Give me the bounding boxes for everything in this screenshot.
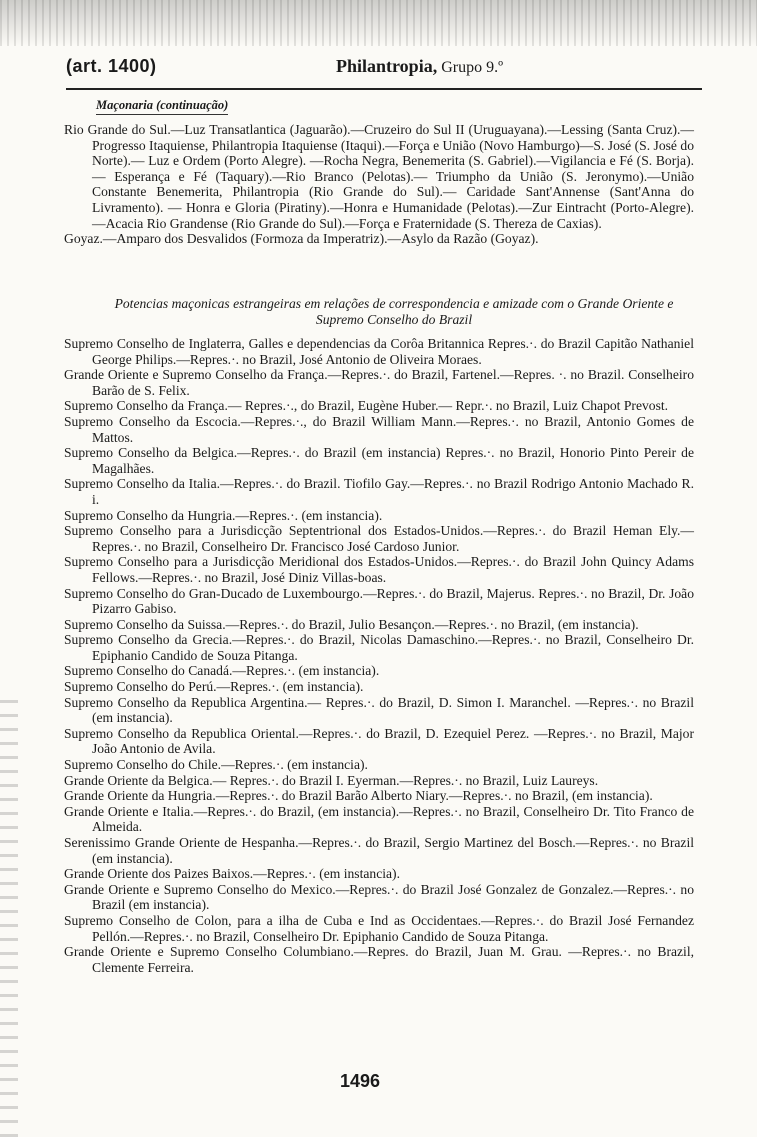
scan-artifact-left <box>0 700 18 1137</box>
list-item: Supremo Conselho da França.— Repres.·., do Brazil, Eugène Huber.— Repr.·. no Brazil, Luiz Chapot Prevost. <box>64 398 669 414</box>
continuation-label: Maçonaria (continuação) <box>96 98 228 115</box>
list-item: Supremo Conselho da Hungria.—Repres.·. (em instancia). <box>64 507 383 523</box>
paragraph-rio-grande: Rio Grande do Sul.—Luz Transatlantica (Jaguarão).—Cruzeiro do Sul II (Uruguayana).—Lessing (Santa Cruz).—Progresso Itaquiense, Philantropia Itaquiense (Itaqui).—Força e União (Novo Hamburgo)—S. José (S. José do Norte).— Luz e Ordem (Porto Alegre). —Rocha Negra, Benemerita (S. Gabriel).—Vigilancia e Fé (S. Borja). — Esperança e Fé (Taquary).—Rio Branco (Pelotas).— Triumpho da União (S. Jeronymo).—União Constante Benemerita, Philantropia (Rio Grande do Sul).— Caridade Sant'Annense (Sant'Anna do Livramento). — Honra e Gloria (Piratiny).—Honra e Humanidade (Pelotas).—Zur Eintracht (Porto-Alegre).—Acacia Rio Grandense (Rio Grande do Sul).—Força e Fraternidade (S. Thereza de Caxias). <box>64 122 694 231</box>
list-item: Supremo Conselho da Republica Argentina.— Repres.·. do Brazil, D. Simon I. Maranchel. —Repres.·. no Brazil (em instancia). <box>64 694 694 726</box>
list-item: Grande Oriente dos Paizes Baixos.—Repres.·. (em instancia). <box>64 866 400 882</box>
list-item: Grande Oriente e Supremo Conselho Columbiano.—Repres. do Brazil, Juan M. Grau. —Repres.·. no Brazil, Clemente Ferreira. <box>64 944 694 975</box>
scan-artifact-top <box>0 0 757 46</box>
running-header <box>66 56 702 82</box>
list-item: Supremo Conselho da Republica Oriental.—Repres.·. do Brazil, D. Ezequiel Perez. —Repres.·. no Brazil, Major João Antonio de Avila. <box>64 725 694 757</box>
header-title-text: Philantropia, <box>336 56 438 76</box>
list-item: Supremo Conselho do Chile.—Repres.·. (em instancia). <box>64 757 368 773</box>
list-item: Serenissimo Grande Oriente de Hespanha.—Repres.·. do Brazil, Sergio Martinez del Bosch.—Repres.·. no Brazil (em instancia). <box>64 835 694 866</box>
list-item: Grande Oriente da Hungria.—Repres.·. do Brazil Barão Alberto Niary.—Repres.·. no Brazil, (em instancia). <box>64 788 653 804</box>
paragraph-goyaz: Goyaz.—Amparo dos Desvalidos (Formoza da Imperatriz).—Asylo da Razão (Goyaz). <box>64 231 539 247</box>
header-group: Grupo 9.º <box>441 59 504 76</box>
list-item: Supremo Conselho do Gran-Ducado de Luxembourgo.—Repres.·. do Brazil, Majerus. Repres.·. no Brazil, Dr. João Pizarro Gabiso. <box>64 585 694 617</box>
list-item: Supremo Conselho da Italia.—Repres.·. do Brazil. Tiofilo Gay.—Repres.·. no Brazil Rodrigo Antonio Machado R. i. <box>64 476 694 507</box>
list-item: Grande Oriente da Belgica.— Repres.·. do Brazil I. Eyerman.—Repres.·. no Brazil, Luiz Laureys. <box>64 772 599 788</box>
list-item: Supremo Conselho para a Jurisdicção Meridional dos Estados-Unidos.—Repres.·. do Brazil John Quincy Adams Fellows.—Repres.·. no Brazil, José Diniz Villas-boas. <box>64 554 694 585</box>
header-rule <box>66 88 702 90</box>
list-item: Supremo Conselho de Inglaterra, Galles e dependencias da Corôa Britannica Repres.·. do Brazil Capitão Nathaniel George Philips.—Repres.·. no Brazil, José Antonio de Oliveira Moraes. <box>64 336 694 367</box>
list-item: Grande Oriente e Italia.—Repres.·. do Brazil, (em instancia).—Repres.·. no Brazil, Conselheiro Dr. Tito Franco de Almeida. <box>64 803 694 835</box>
list-item: Supremo Conselho da Belgica.—Repres.·. do Brazil (em instancia) Repres.·. no Brazil, Honorio Pinto Pereir de Magalhães. <box>64 445 694 476</box>
foreign-powers-list <box>64 336 694 975</box>
opening-paragraphs <box>64 122 694 247</box>
list-item: Supremo Conselho da Escocia.—Repres.·., do Brazil William Mann.—Repres.·. no Brazil, Antonio Gomes de Mattos. <box>64 413 694 445</box>
list-item: Supremo Conselho de Colon, para a ilha de Cuba e Ind as Occidentaes.—Repres.·. do Brazil José Fernandez Pellón.—Repres.·. no Brazil, Conselheiro Dr. Epiphanio Candido de Souza Pitanga. <box>64 912 694 944</box>
page-number: 1496 <box>340 1071 381 1091</box>
list-item: Grande Oriente e Supremo Conselho do Mexico.—Repres.·. do Brazil José Gonzalez de Gonzalez.—Repres.·. no Brazil (em instancia). <box>64 881 694 913</box>
list-item: Supremo Conselho do Canadá.—Repres.·. (em instancia). <box>64 663 380 679</box>
list-item: Supremo Conselho para a Jurisdicção Septentrional dos Estados-Unidos.—Repres.·. do Brazil Heman Ely.—Repres.·. no Brazil, Conselheiro Dr. Francisco José Cardoso Junior. <box>64 523 694 554</box>
list-item: Supremo Conselho da Grecia.—Repres.·. do Brazil, Nicolas Damaschino.—Repres.·. no Brazil, Conselheiro Dr. Epiphanio Candido de Souza Pitanga. <box>64 632 694 663</box>
header-title <box>336 56 503 77</box>
article-reference: (art. 1400) <box>66 56 157 76</box>
list-item: Grande Oriente e Supremo Conselho da França.—Repres.·. do Brazil, Fartenel.—Repres. ·. no Brazil. Conselheiro Barão de S. Felix. <box>64 367 694 398</box>
section-title: Potencias maçonicas estrangeiras em relações de correspondencia e amizade com o Grande Oriente e Supremo Conselho do Brazil <box>114 296 674 327</box>
list-item: Supremo Conselho da Suissa.—Repres.·. do Brazil, Julio Besançon.—Repres.·. no Brazil, (em instancia). <box>64 616 639 632</box>
list-item: Supremo Conselho do Perú.—Repres.·. (em instancia). <box>64 679 364 695</box>
